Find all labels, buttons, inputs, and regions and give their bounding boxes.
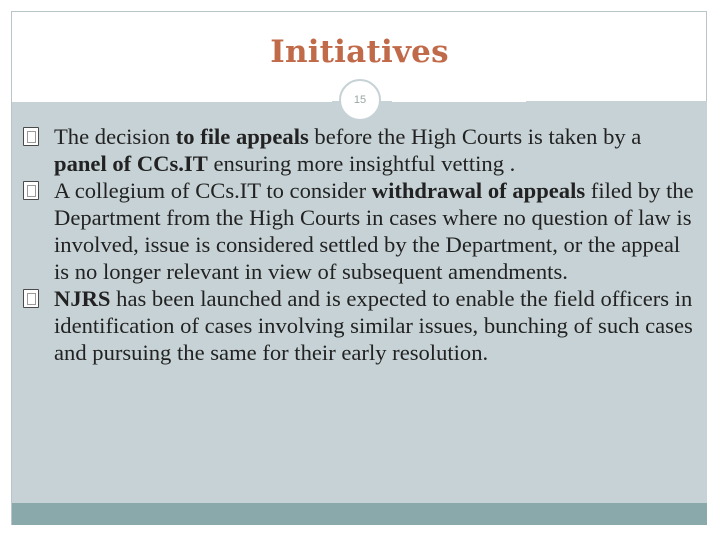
- bullet-text-3c: has been launched and is expected to enable the field officers in identification of cases involving similar issues, bunching of such cases and pursuing the same for their early resolution.: [54, 286, 693, 365]
- bullet-item: [23, 177, 695, 285]
- bullet-text-1a: The decision: [54, 124, 176, 149]
- bullet-text-1c: before the High Courts is taken by a: [308, 124, 642, 149]
- footer-bar: [12, 503, 707, 525]
- bullet-text-1e: ensuring more insightful vetting .: [207, 151, 516, 176]
- page-number: 15: [353, 94, 367, 106]
- bullet-list: [23, 123, 695, 366]
- bullet-text-2c: filed by the Department from the High Courts in cases where no question of law is involved, issue is considered settled by the Department, or the appeal is no longer relevant in view of subsequent amendments.: [54, 178, 694, 284]
- bullet-text-1d: panel of CCs.IT: [54, 151, 208, 176]
- bullet-box-icon: [23, 181, 39, 200]
- bullet-text-2b: withdrawal of appeals: [371, 178, 586, 203]
- bullet-text-3b: NJRS: [54, 286, 111, 311]
- bullet-text-2a: A collegium of CCs.IT to consider: [54, 178, 372, 203]
- divider-line-left: [12, 100, 332, 102]
- bullet-box-icon: [23, 127, 39, 146]
- slide-title: Initiatives: [270, 34, 449, 70]
- bullet-text-1b: to file appeals: [175, 124, 309, 149]
- bullet-box-icon: [23, 289, 39, 308]
- divider-line-right: [392, 100, 526, 102]
- bullet-item: [23, 285, 695, 366]
- page-number-badge: [339, 79, 381, 121]
- bullet-item: [23, 123, 695, 177]
